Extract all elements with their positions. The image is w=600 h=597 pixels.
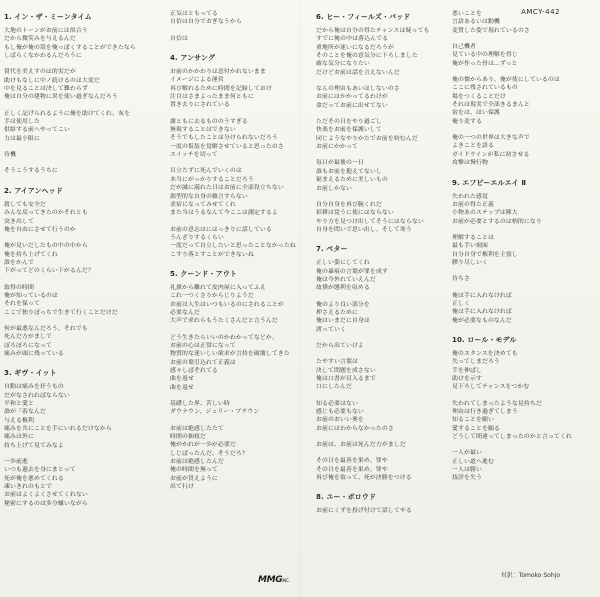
lyric-stanza [4, 284, 140, 317]
lyric-line: 同じようなやりかたでお前を妨むんだ [316, 135, 418, 142]
song-section [452, 335, 594, 483]
label-logo: MMGINC. [258, 575, 290, 585]
lyric-line: 押さえるために [316, 309, 358, 316]
lyric-line: 正しい姿にしてくれ [316, 260, 370, 267]
lyric-line: もし俺が俺の殻を俺っぽくすることができたなら [4, 44, 136, 51]
lyric-line: お前にはかかってるわけが [316, 94, 388, 101]
lyric-line: 誰が「着なんだ [4, 409, 46, 416]
lyric-stanza [4, 68, 140, 101]
lyric-stanza [4, 151, 140, 159]
lyrics-column-3 [316, 10, 452, 526]
lyric-line: よきことを語る [452, 143, 494, 150]
lyric-line: ただその日をやり過ごし [316, 119, 382, 126]
lyric-line: 死が俺を悪めてくれる [4, 475, 64, 482]
lyric-line: こすり落とすことができないね [170, 251, 254, 258]
song-section [170, 269, 306, 492]
lyric-line: だから微笑みを与えるんだ [4, 36, 76, 43]
lyric-line: 一度の仮装を覚解させていると思ったのさ [170, 143, 284, 150]
lyric-line: 下がってどのくらい下がるんだ？ [4, 268, 94, 275]
lyric-line: 死んだ方がましで [4, 334, 52, 341]
song-title: 1. イン・ザ・ミーンタイム [4, 13, 92, 21]
lyric-line: うんざりするくらい [170, 234, 224, 241]
lyric-line: 自身を問いで思い出し、そして寒う [316, 226, 412, 233]
lyric-line: また当はうるなんて今ここは測定するよ [170, 210, 278, 217]
lyric-line: 俺は手に入れなければ [452, 309, 512, 316]
lyric-line: 俺り変する [452, 118, 482, 125]
song-title: 4. アンサング [170, 54, 215, 63]
lyric-line: 窮まえるために美しいもの [316, 177, 388, 184]
lyric-line: 知る必要はない [316, 400, 358, 407]
lyric-line: 技評を失う [452, 475, 482, 482]
lyric-line: お前は絶感したんだ [170, 459, 224, 466]
lyric-line: 愛することを願る [452, 425, 500, 432]
lyric-line: 源型的な自身の雑言すらない [170, 193, 248, 200]
song-section [452, 178, 594, 325]
lyric-line: お前にはわからなかったのさ [316, 425, 394, 432]
lyric-line: お前は、お前は死んだ方がましだ [316, 442, 406, 449]
lyric-line: 毎日が最後の一日 [316, 160, 364, 167]
lyric-stanza [452, 400, 594, 442]
lyric-line: 賞代を美えすのは的実だが [4, 69, 76, 76]
lyric-line: お前はよくよくさせてくれない [4, 492, 88, 499]
lyric-line: 与える権利 [4, 417, 34, 424]
lyrics-column-1 [4, 10, 140, 518]
lyric-line: 俺が見いだしたもの中の中から [4, 243, 88, 250]
lyric-line: その日を最善を果め、罪や [316, 458, 388, 465]
lyric-line: 中を見ることは決して難わらず [4, 86, 88, 93]
lyric-line: たやすい言葉は [316, 359, 358, 366]
song-section [316, 12, 452, 234]
lyric-line: 宿をは、ほい保護 [452, 110, 500, 117]
lyric-line: 待ちさ [452, 276, 470, 283]
lyric-line: 物質的な迷いしい欲求が言持を破壊してきた [170, 351, 290, 358]
lyric-line: 自信は自分でおぎなうから [170, 19, 242, 26]
lyric-line: それは現実で全部きるまんと [452, 102, 530, 109]
lyric-line: 一人は勝い [452, 467, 482, 474]
lyric-line: お前のかかわりは意付かれないまま [170, 69, 266, 76]
lyric-line: 一歩前進 [4, 459, 28, 466]
lyric-line: 手は使用した [4, 119, 40, 126]
lyric-line: そのことを俺の意気分に下ろしました [316, 53, 418, 60]
lyric-line: 求宿になってみせてくれ [170, 201, 236, 208]
lyric-line: お前の得た正義 [452, 201, 494, 208]
lyric-stanza [170, 284, 306, 326]
lyric-stanza [4, 27, 140, 60]
lyric-line: ここで独りぼっちで生きて行くことだけだ [4, 309, 118, 316]
lyric-line: 彩耕は覚うに使にはならない [316, 210, 394, 217]
lyric-line: 正気はともってる [170, 11, 218, 17]
lyric-line: 自信は [170, 35, 188, 42]
lyric-line: 俺の暴痕の言葉が罪を成す [316, 268, 388, 275]
lyric-line: 痛みを共にことを手にいれるだけなから [4, 426, 112, 433]
lyric-line: 見ている中の理解を得じ [452, 52, 518, 59]
lyric-stanza [452, 134, 594, 167]
lyric-line: 俺は自分の建物に異を使い過ぎなんだろう [4, 94, 118, 101]
lyric-line: 確な気分になりたい [316, 61, 370, 68]
lyric-line: 見下ろしてチャンスをつかむ [452, 384, 530, 391]
song-section [170, 10, 306, 43]
lyric-line: 殺しても安全だ [4, 201, 46, 208]
song-section [316, 244, 452, 482]
lyric-stanza [316, 301, 452, 334]
lyric-line: 無視することはできない [170, 127, 236, 134]
lyric-line: 渡っていく [316, 326, 346, 333]
lyric-line: 俺がかれが一歩が必要だ [170, 442, 236, 449]
lyric-line: 口にしたんだ [316, 384, 352, 391]
song-section [4, 12, 140, 176]
lyric-line: 俺を自由にさせて行うのか [4, 226, 76, 233]
lyrics-column-2 [170, 10, 306, 501]
lyric-line: 助けもなしに中ノ続けるのは大変だ [4, 77, 100, 84]
lyric-line: 秘密にするのは多分嫌いながら [4, 500, 88, 507]
lyric-line: お前が買えように [170, 475, 218, 482]
lyric-stanza [316, 358, 452, 391]
lyric-stanza [4, 201, 140, 234]
lyric-line: 俺が必要なものなんだ [452, 317, 512, 324]
lyric-line: 失われた感覚 [452, 193, 488, 200]
lyric-line: 理解することは [452, 234, 494, 241]
lyric-line: 俺は手に入れなければ [452, 292, 512, 299]
lyric-line: 必要なんだ [170, 309, 200, 316]
lyric-line: 平和と愛と [4, 401, 34, 407]
song-title: 6. ヒー・フィールズ・バッド [316, 13, 411, 21]
lyric-line: しじばったんだ、そうだろ？ [170, 450, 248, 457]
lyric-line: 誰をかんで [4, 259, 34, 266]
song-title: 7. ペター [316, 245, 348, 254]
lyric-line: ここに残されているもの [452, 85, 518, 92]
lyric-line: お前の葉引込れて正義は [170, 359, 236, 366]
lyric-line: なんの理由もあいはしないのさ [316, 86, 400, 93]
lyric-line: 故僕が態利を収める [316, 285, 370, 292]
lyric-stanza [316, 201, 452, 234]
lyric-line: 小物あのステップは陣大 [452, 210, 518, 217]
lyric-line: 場をつくることだけ [452, 93, 506, 100]
lyric-stanza [170, 118, 306, 160]
lyric-line: 攻撃は慢行物 [452, 160, 488, 167]
song-section [4, 186, 140, 359]
lyrics-column-4 [452, 10, 594, 493]
lyric-stanza [316, 259, 452, 292]
lyric-line: ダウナウン、ジュリー・ブラウン [170, 409, 260, 416]
lyric-line: 置き去りにされている [170, 102, 230, 109]
lyric-stanza [170, 226, 306, 259]
lyric-stanza [316, 441, 452, 449]
song-title: 3. ギヴ・イット [4, 369, 57, 378]
lyric-line: 俺はいまだに自身は [316, 318, 370, 325]
song-title: 10. ロール・モデル [452, 335, 517, 344]
lyric-line: だから俺は自分の得たチャンスは疑っても [316, 28, 430, 34]
lyric-line: 手を伸ばし [452, 367, 482, 374]
lyric-stanza [170, 334, 306, 392]
lyric-line: イメージによる運営 [170, 77, 224, 84]
lyric-stanza [452, 193, 594, 226]
song-title: 8. ユー・ボロウド [316, 493, 376, 502]
lyric-line: お前しかない [316, 185, 352, 192]
lyric-line: 一人が最い [452, 450, 482, 457]
lyric-line: 俺の一つの世界は大きな声で [452, 135, 530, 142]
lyric-stanza [316, 85, 452, 110]
lyric-stanza [316, 27, 452, 77]
lyric-line: 力は最小限に [4, 135, 40, 142]
lyric-line: 感々しばぞれてる [170, 368, 218, 374]
lyric-line: 膠り尽しいく [452, 259, 488, 266]
lyric-line: 再び解れるために時間を記録しておけ [170, 85, 272, 92]
lyric-line: 自分自身を再び腕くれだ [316, 201, 382, 208]
lyric-stanza [4, 383, 140, 450]
lyric-line: 自動は痛みを抒うもの [4, 384, 64, 391]
lyric-line: だが滅に満れた日はお前に全部役立ちない [170, 185, 284, 192]
lyric-line: そうこうするうちに [4, 168, 58, 175]
lyric-stanza [4, 325, 140, 358]
song-section [316, 492, 452, 515]
lyric-line: 注目はさまよったまま何ともに [170, 94, 254, 101]
lyric-line: だけどお前は話を言えないんだ [316, 69, 400, 76]
lyric-line: 正しく記げられるように俺を助けてくれ、灰を [4, 110, 131, 117]
lyric-line: 悪いことを [452, 11, 482, 17]
lyric-line: 出て行け [170, 484, 194, 491]
lyric-stanza [170, 425, 306, 492]
lyric-line: 理由は行き過ぎてしまう [452, 409, 518, 416]
lyric-stanza [4, 242, 140, 275]
song-section [170, 53, 306, 259]
song-title: 2. アイアンヘッド [4, 186, 63, 195]
lyric-stanza [452, 449, 594, 482]
lyric-line: 痛みが頭に残っている [4, 350, 64, 357]
lyric-line: やり方を見つけ出してそうにはならない [316, 218, 424, 225]
lyric-line: 痛みは外に [4, 434, 34, 441]
lyric-stanza [452, 292, 594, 325]
lyric-line: お前のおいい奥を [316, 417, 364, 424]
lyric-line: どうして間違ってしまったのかと言ってくれ [452, 434, 572, 441]
lyric-stanza [316, 342, 452, 350]
lyric-line: 時間の抽枝だ [170, 434, 206, 441]
lyric-line: 突き出して [4, 218, 34, 225]
lyric-line: 俺を持ち上げてくれ [4, 251, 58, 258]
lyric-line: だから出ていけよ [316, 342, 364, 349]
lyric-line: 俺は今外れていえんだ [316, 276, 376, 283]
lyric-line: 待機 [4, 152, 16, 159]
lyric-line: 持ち上げて見てみなよ [4, 442, 64, 449]
lyric-line: 本当にがっかりすることだろう [170, 176, 254, 183]
lyric-line: みんな戻ってきたのかそれとも [4, 210, 88, 217]
lyric-line: 言語あるいは動機 [452, 19, 500, 26]
song-section [452, 10, 594, 168]
lyric-stanza [452, 10, 594, 35]
lyric-stanza [452, 234, 594, 267]
lyric-stanza [452, 43, 594, 68]
lyric-line: 基礎した界、苦しい時 [170, 401, 230, 408]
lyric-line: お前の意志はにはっきりに話している [170, 226, 272, 233]
lyric-line: 決して問題を成さない [316, 367, 376, 374]
lyric-line: 知ることを願い [452, 417, 494, 424]
lyric-stanza [316, 457, 452, 482]
lyric-line: 俺の懐からあり、俺が使にしているのは [452, 77, 560, 84]
lyric-stanza [316, 507, 452, 515]
lyric-line: 供給する前へやってこい [4, 127, 70, 134]
lyric-stanza [170, 35, 306, 43]
lyric-line: 重地所が迷いになるだろうが [316, 44, 394, 51]
song-title: 9. エフビーエルエイ Ⅱ [452, 178, 527, 187]
lyric-line: 助けを示す [452, 376, 482, 382]
lyric-stanza [4, 458, 140, 508]
lyric-stanza [170, 167, 306, 217]
lyric-line: 謝ともに去るもののうすぎる [170, 118, 248, 125]
lyric-line: その日を最善を果め、罪や [316, 466, 388, 473]
lyric-line: しばらくなかわるんだろうに [4, 53, 82, 60]
lyric-line: 快楽をお前を保護いして [316, 127, 382, 134]
lyric-line: 曲を返せ [170, 376, 194, 383]
lyric-line: いつも過去を身にまとって [4, 467, 76, 474]
lyric-line: 自分自身で権利を主張し [452, 251, 518, 258]
lyric-line: 俺のスタンスを決めても [452, 350, 518, 357]
lyric-stanza [170, 68, 306, 110]
lyric-line: 取得の時間 [4, 284, 34, 291]
lyric-line: 大地のトーンがお前には似合う [4, 28, 88, 34]
lyric-line: 命だってお前に出せてない [316, 102, 388, 109]
lyric-line: お前にくずを投げ付けて話してやる [316, 508, 412, 515]
lyric-line: 曲を返せ [170, 384, 194, 391]
lyric-line: それを保って [4, 301, 40, 308]
lyric-line: 再び俺を取って、死が決勝をつける [316, 475, 412, 482]
song-title: 5. クーンド・アウト [170, 269, 237, 278]
lyric-line: お前は絶感したたて [170, 425, 224, 432]
lyric-line: 最も手い刻面 [452, 243, 488, 250]
lyric-line: 自己機者 [452, 44, 476, 51]
lyric-stanza [4, 110, 140, 143]
lyric-stanza [316, 159, 452, 192]
lyric-line: 一度だって自立したいと思ったことなかったね [170, 243, 296, 250]
lyric-stanza [316, 400, 452, 433]
lyric-line: ガイドラインが私に初させる [452, 151, 530, 158]
lyric-stanza [452, 76, 594, 126]
lyric-stanza [170, 400, 306, 417]
lyric-line: 失ってしまだろう [452, 359, 500, 366]
lyric-line: 正しく [452, 300, 470, 307]
lyric-line: 俺は口書が頁入るまで [316, 376, 376, 382]
lyric-stanza [316, 118, 452, 151]
lyric-line: 凍いきれのもとで [4, 484, 52, 491]
lyric-stanza [452, 350, 594, 392]
translation-credit: 対訳：Tomoko Sohjo [500, 572, 560, 579]
lyric-stanza [452, 275, 594, 283]
lyric-line: お前の心は正常になって [170, 342, 236, 349]
lyric-line: お前は人生はいつもいるのにされることが [170, 301, 284, 308]
lyric-stanza [4, 167, 140, 175]
lyric-line: 誰もお前を抱えてないし [316, 168, 382, 175]
lyric-line: スイッチを切って [170, 152, 218, 159]
lyric-line: 何が最悪なんだろう、それでも [4, 325, 88, 332]
lyric-line: 正しい道へ進む [452, 458, 494, 465]
lyric-stanza [170, 10, 306, 27]
lyric-line: だがなされればならない [4, 392, 70, 399]
lyric-line: お前が必要とするのは柄的になり [452, 218, 542, 225]
lyric-line: 変質した姿で現れているのさ [452, 27, 530, 34]
lyric-line: 俺が作った骨は…ずっと [452, 60, 518, 67]
song-section [4, 368, 140, 508]
lyric-line: 大声で求れらもうたくさんだと言うんだ [170, 318, 278, 325]
catalog-number: AMCY-442 [521, 8, 560, 16]
lyric-line: 感じも必要もない [316, 409, 364, 416]
lyric-line: どう生きたらいいのかわかってなどか、 [170, 334, 278, 341]
lyric-line: 失われてしまったような見持ちだ [452, 400, 542, 407]
lyric-line: お前にかかって [316, 144, 358, 151]
lyric-line: 目立たずに死んでいくのは [170, 168, 242, 175]
lyric-line: ぼろぼろになって [4, 342, 52, 349]
lyric-line: これ一つくさりからじりようだ [170, 293, 254, 300]
lyric-line: 俺の時間を無って [170, 467, 218, 474]
lyric-line: 俺が知っているのは [4, 292, 58, 299]
lyric-line: すでに俺の中は落込んでる [316, 36, 389, 43]
lyric-line: そうでもしたことは分けられないだろう [170, 135, 278, 142]
lyric-line: 礼旗から離れて皮肉屋に入ってふえ [170, 284, 266, 291]
lyric-line: 俺のより良い部分を [316, 301, 370, 308]
